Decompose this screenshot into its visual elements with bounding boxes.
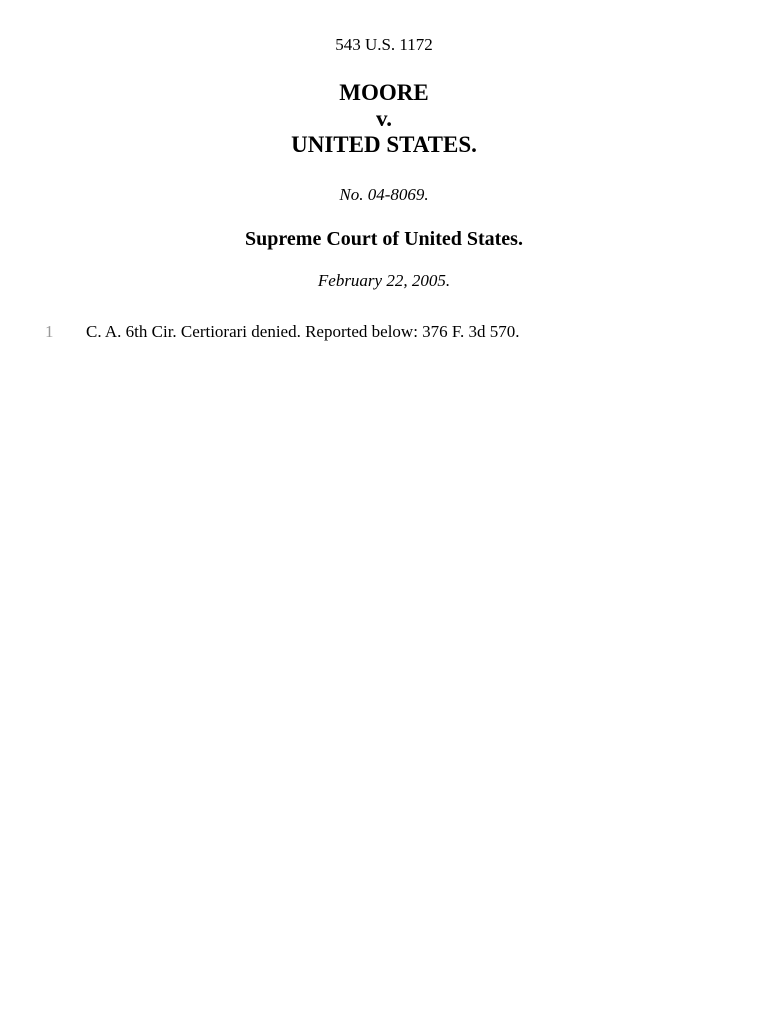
decision-date: February 22, 2005. <box>317 271 451 290</box>
respondent-name: UNITED STATES. <box>291 132 477 157</box>
petitioner-name: MOORE <box>339 80 429 105</box>
paragraph-number[interactable]: 1 <box>45 322 54 341</box>
case-parties <box>0 80 768 158</box>
versus-label: v. <box>376 106 392 131</box>
docket-number: No. 04-8069. <box>339 185 429 204</box>
court-name: Supreme Court of United States. <box>245 228 523 250</box>
paragraph-text: C. A. 6th Cir. Certiorari denied. Reported below: 376 F. 3d 570. <box>86 322 520 341</box>
case-citation: 543 U.S. 1172 <box>335 35 433 54</box>
